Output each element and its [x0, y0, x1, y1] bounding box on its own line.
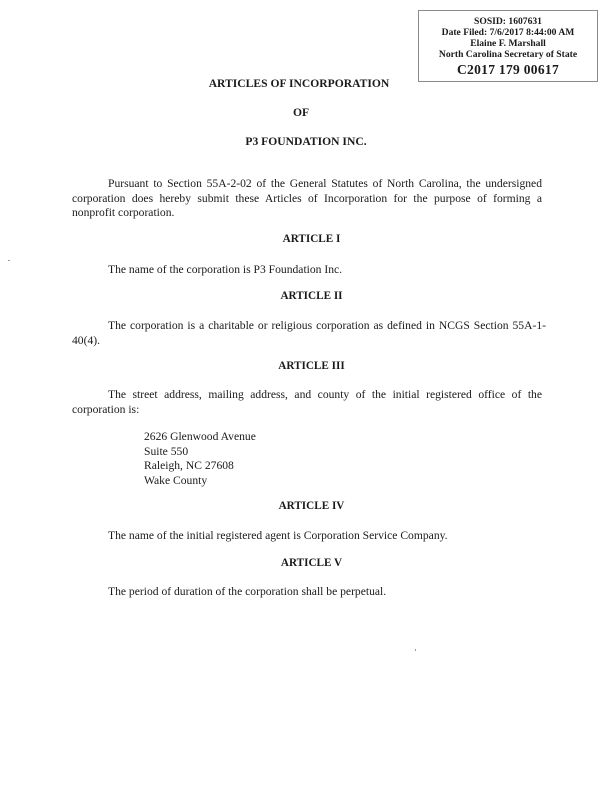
registered-office-address	[144, 430, 256, 488]
article-2-text: The corporation is a charitable or religious corporation as defined in NCGS Section 55A-1-40(4).	[72, 319, 546, 347]
filing-number: C2017 179 00617	[457, 62, 559, 77]
article-1-heading: ARTICLE I	[282, 233, 341, 245]
address-city: Raleigh, NC 27608	[144, 459, 234, 473]
scan-speck	[8, 260, 10, 261]
document-title: ARTICLES OF INCORPORATION	[208, 77, 390, 90]
article-5-heading: ARTICLE V	[280, 557, 343, 569]
article-1-text: The name of the corporation is P3 Foundation Inc.	[108, 263, 343, 276]
filing-stamp	[418, 10, 598, 82]
sosid: SOSID: 1607631	[474, 16, 542, 27]
article-5-text: The period of duration of the corporation shall be perpetual.	[108, 585, 387, 598]
address-suite: Suite 550	[144, 444, 189, 458]
scan-speck	[415, 649, 416, 651]
secretary-office: North Carolina Secretary of State	[438, 49, 578, 60]
article-3-heading: ARTICLE III	[278, 360, 345, 372]
article-2-heading: ARTICLE II	[280, 290, 343, 302]
article-4-text: The name of the initial registered agent is Corporation Service Company.	[108, 529, 448, 542]
corporation-name-title: P3 FOUNDATION INC.	[245, 135, 367, 148]
address-county: Wake County	[144, 473, 208, 487]
date-filed: Date Filed: 7/6/2017 8:44:00 AM	[441, 27, 575, 38]
article-3-text: The street address, mailing address, and county of the initial registered office of the corporation is:	[72, 388, 542, 416]
address-street: 2626 Glenwood Avenue	[144, 430, 256, 443]
secretary-name: Elaine F. Marshall	[470, 38, 546, 49]
document-title-of: OF	[292, 106, 310, 119]
article-4-heading: ARTICLE IV	[278, 500, 345, 512]
intro-paragraph: Pursuant to Section 55A-2-02 of the General Statutes of North Carolina, the undersigned corporation does hereby submit these Articles of Incorporation for the purpose of forming a nonprofit corporation.	[72, 177, 542, 219]
